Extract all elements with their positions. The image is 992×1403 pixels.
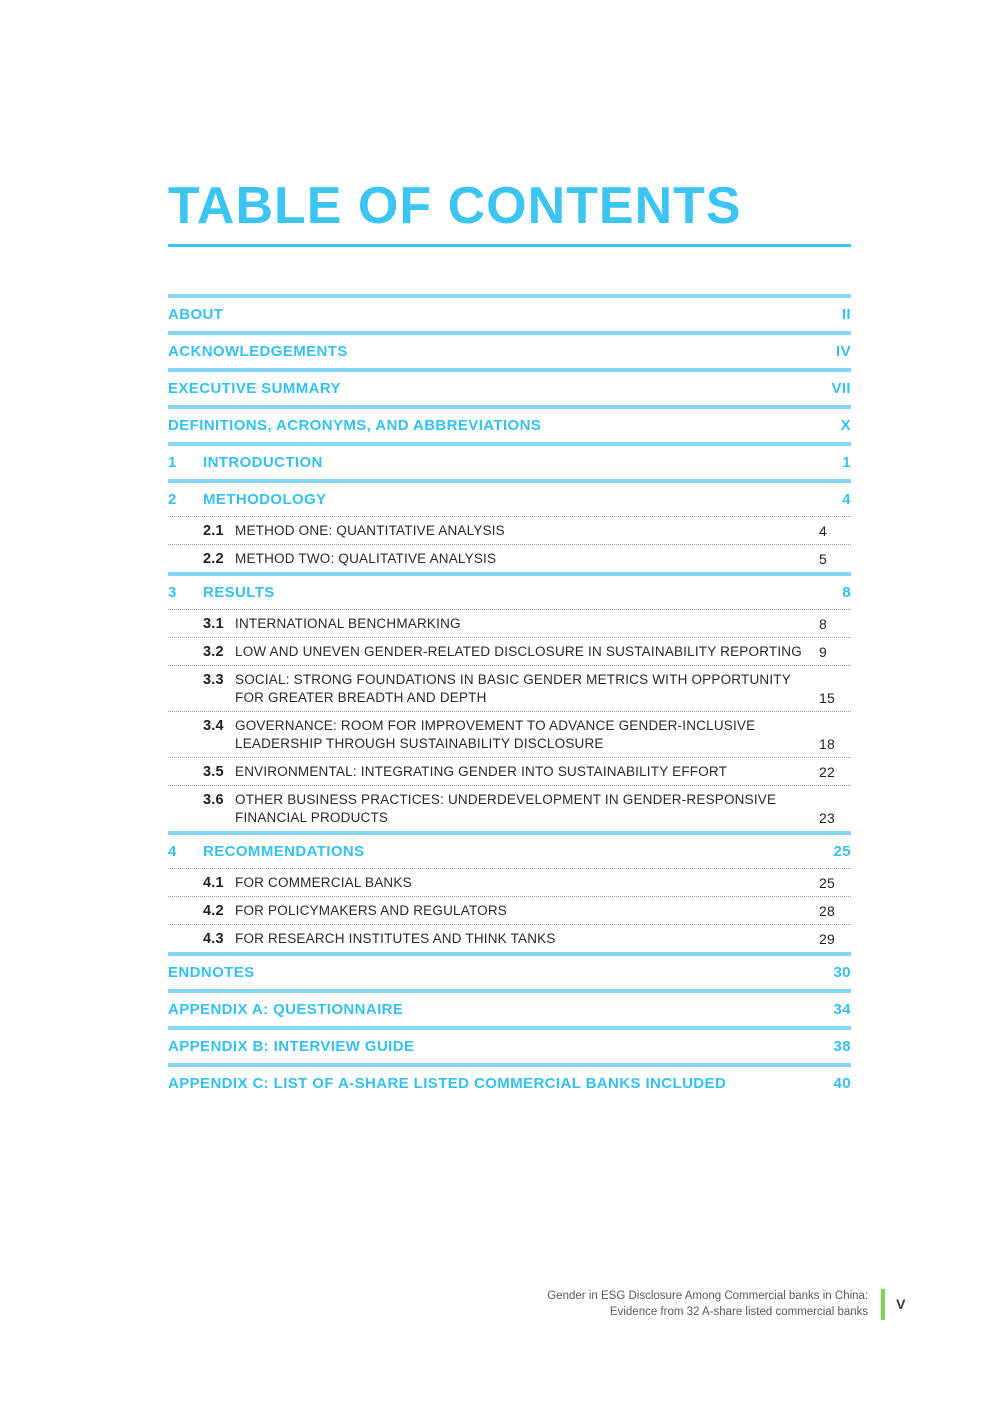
toc-entry-page: 18 xyxy=(819,735,835,752)
toc-entry-appendix-a[interactable] xyxy=(168,993,851,1026)
toc-entry-number: 2.2 xyxy=(203,550,224,567)
toc-entry-label: ENVIRONMENTAL: INTEGRATING GENDER INTO SUSTAINABILITY EFFORT xyxy=(235,763,728,779)
toc-entry-number: 3.5 xyxy=(203,763,224,780)
toc-entry-label: METHOD ONE: QUANTITATIVE ANALYSIS xyxy=(235,522,505,538)
toc-entry-about[interactable] xyxy=(168,298,851,331)
footer-running-title-line2: Evidence from 32 A-share listed commercial banks xyxy=(609,1306,869,1319)
toc-entry-label: OTHER BUSINESS PRACTICES: UNDERDEVELOPMENT IN GENDER-RESPONSIVE FINANCIAL PRODUCTS xyxy=(235,791,777,825)
toc-entry-label: ENDNOTES xyxy=(168,964,255,981)
toc-entry-label: APPENDIX A: QUESTIONNAIRE xyxy=(168,1001,404,1018)
toc-entry-number: 3.1 xyxy=(203,615,224,632)
toc-entry-number: 4 xyxy=(168,843,177,860)
toc-entry-page: 25 xyxy=(833,843,851,860)
toc-entry-label: EXECUTIVE SUMMARY xyxy=(168,380,341,397)
footer-running-title-line1: Gender in ESG Disclosure Among Commercial banks in China: xyxy=(547,1290,869,1302)
toc-entry-definitions[interactable] xyxy=(168,409,851,442)
toc-entry-number: 2.1 xyxy=(203,522,224,539)
toc-entry-page: 22 xyxy=(819,763,835,780)
toc-entry-number: 1 xyxy=(168,454,177,471)
toc-entry-page: 29 xyxy=(819,930,835,947)
toc-entry-page: 34 xyxy=(833,1001,851,1018)
toc-content xyxy=(168,176,851,1100)
toc-entry-acknowledgements[interactable] xyxy=(168,335,851,368)
toc-entry-label: METHOD TWO: QUALITATIVE ANALYSIS xyxy=(235,550,497,566)
page-footer xyxy=(547,1288,906,1320)
toc-entry-number: 3.2 xyxy=(203,643,224,660)
toc-entry-label: SOCIAL: STRONG FOUNDATIONS IN BASIC GENDER METRICS WITH OPPORTUNITY FOR GREATER BREADTH AND DEPTH xyxy=(235,671,791,705)
toc-entry-label: FOR RESEARCH INSTITUTES AND THINK TANKS xyxy=(235,930,556,946)
toc-entry-label: INTERNATIONAL BENCHMARKING xyxy=(235,615,461,631)
toc-entry-3-1[interactable] xyxy=(168,610,851,637)
toc-entry-page: 38 xyxy=(833,1038,851,1055)
toc-entry-number: 2 xyxy=(168,491,177,508)
toc-entry-page: 8 xyxy=(842,584,851,601)
toc-entry-label: APPENDIX B: INTERVIEW GUIDE xyxy=(168,1038,415,1055)
toc-entry-number: 3 xyxy=(168,584,177,601)
toc-entry-page: 1 xyxy=(842,454,851,471)
toc-entry-3-4[interactable] xyxy=(168,712,851,757)
toc-entry-label: GOVERNANCE: ROOM FOR IMPROVEMENT TO ADVANCE GENDER-INCLUSIVE LEADERSHIP THROUGH SUSTAINABILITY DISCLOSURE xyxy=(235,717,756,751)
toc-entry-3-2[interactable] xyxy=(168,638,851,665)
toc-entry-page: IV xyxy=(836,343,851,360)
footer-divider xyxy=(881,1289,885,1320)
toc-entry-page: 9 xyxy=(819,643,827,660)
toc-entry-page: 4 xyxy=(819,522,827,539)
toc-entry-page: 5 xyxy=(819,550,827,567)
toc-entry-page: VII xyxy=(831,380,851,397)
toc-entry-page: 8 xyxy=(819,615,827,632)
toc-entry-page: 30 xyxy=(833,964,851,981)
toc-entry-2-2[interactable] xyxy=(168,545,851,572)
toc-entry-label: FOR POLICYMAKERS AND REGULATORS xyxy=(235,902,508,918)
toc-entry-4-3[interactable] xyxy=(168,925,851,952)
toc-entry-page: 4 xyxy=(842,491,851,508)
toc-entry-number: 4.2 xyxy=(203,902,224,919)
page-title: TABLE OF CONTENTS xyxy=(168,176,851,247)
toc-entry-4-2[interactable] xyxy=(168,897,851,924)
toc-entry-number: 3.3 xyxy=(203,671,224,688)
toc-entry-endnotes[interactable] xyxy=(168,956,851,989)
toc-entry-recommendations[interactable] xyxy=(168,835,851,868)
toc-entry-number: 4.3 xyxy=(203,930,224,947)
toc-entry-executive-summary[interactable] xyxy=(168,372,851,405)
toc-entry-page: 40 xyxy=(833,1075,851,1092)
toc-entry-2-1[interactable] xyxy=(168,517,851,544)
toc-entry-label: LOW AND UNEVEN GENDER-RELATED DISCLOSURE IN SUSTAINABILITY REPORTING xyxy=(235,643,802,659)
toc-entry-appendix-c[interactable] xyxy=(168,1067,851,1100)
toc-entry-number: 3.6 xyxy=(203,791,224,808)
toc-entry-3-5[interactable] xyxy=(168,758,851,785)
toc-entry-introduction[interactable] xyxy=(168,446,851,479)
toc-entry-page: 15 xyxy=(819,689,835,706)
toc-entry-3-6[interactable] xyxy=(168,786,851,831)
toc-entry-label: RECOMMENDATIONS xyxy=(203,843,365,860)
toc-entry-label: INTRODUCTION xyxy=(203,454,323,471)
toc-entry-number: 3.4 xyxy=(203,717,224,734)
toc-entry-page: 23 xyxy=(819,809,835,826)
toc-entry-methodology[interactable] xyxy=(168,483,851,516)
footer-running-title xyxy=(547,1288,868,1320)
toc-entry-3-3[interactable] xyxy=(168,666,851,711)
footer-page-number: V xyxy=(896,1296,906,1313)
toc-entry-appendix-b[interactable] xyxy=(168,1030,851,1063)
toc-entry-label: METHODOLOGY xyxy=(203,491,327,508)
toc-entry-label: RESULTS xyxy=(203,584,275,601)
toc-entry-label: APPENDIX C: LIST OF A-SHARE LISTED COMMERCIAL BANKS INCLUDED xyxy=(168,1075,727,1092)
toc-entry-page: 25 xyxy=(819,874,835,891)
table-of-contents xyxy=(168,294,851,1100)
toc-entry-label: DEFINITIONS, ACRONYMS, AND ABBREVIATIONS xyxy=(168,417,542,434)
toc-entry-page: X xyxy=(840,417,851,434)
toc-entry-label: ACKNOWLEDGEMENTS xyxy=(168,343,348,360)
toc-entry-label: FOR COMMERCIAL BANKS xyxy=(235,874,412,890)
toc-entry-number: 4.1 xyxy=(203,874,224,891)
toc-entry-4-1[interactable] xyxy=(168,869,851,896)
toc-entry-page: II xyxy=(841,306,851,323)
toc-entry-page: 28 xyxy=(819,902,835,919)
toc-entry-results[interactable] xyxy=(168,576,851,609)
toc-entry-label: ABOUT xyxy=(168,306,224,323)
